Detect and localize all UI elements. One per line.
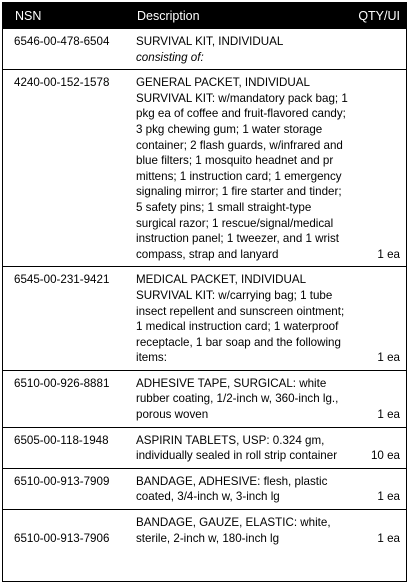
parts-table [2,2,407,582]
table-row [3,29,406,70]
row-nsn: 6510-00-913-7909 [3,468,134,509]
row-qty: 10 ea [348,427,406,468]
header-nsn: NSN [15,9,42,23]
row-description: ASPIRIN TABLETS, USP: 0.324 gm, individually sealed in roll strip container [134,427,348,468]
table-header [3,3,406,29]
row-description: GENERAL PACKET, INDIVIDUAL SURVIVAL KIT: w/mandatory pack bag; 1 pkg ea of coffee and fruit-flavored candy; 3 pkg chewing gum; 1 water storage container; 2 flash guards, w/infrared and blue filters; 1 mosquito headnet and pr mittens; 1 instruction card; 1 emergency signaling mirror; 1 fire starter and tinder; 5 safety pins; 1 small straight-type surgical razor; 1 rescue/signal/medical instruction panel; 1 tweezer, and 1 wrist compass, strap and lanyard [134,70,348,267]
row-description: MEDICAL PACKET, INDIVIDUAL SURVIVAL KIT: w/carrying bag; 1 tube insect repellent and sunscreen ointment; 1 medical instruction card; 1 waterproof receptacle, 1 bar soap and the following items: [134,267,348,371]
header-qty: QTY/UI [358,9,400,23]
row-qty: 1 ea [348,70,406,267]
table-row [3,267,406,371]
row-qty: 1 ea [348,267,406,371]
row-nsn: 6505-00-118-1948 [3,427,134,468]
row-description [134,29,348,70]
header-description: Description [137,9,200,23]
table-row [3,370,406,427]
row-qty: 1 ea [348,370,406,427]
row-description: BANDAGE, ADHESIVE: flesh, plastic coated, 3/4-inch w, 3-inch lg [134,468,348,509]
row-qty: 1 ea [348,468,406,509]
table-row [3,427,406,468]
table-row [3,510,406,551]
row-nsn: 6546-00-478-6504 [14,35,110,48]
row-nsn: 6510-00-913-7906 [3,510,134,551]
table-row [3,70,406,267]
row-note: consisting of: [136,50,204,64]
row-qty [348,29,406,70]
row-description: BANDAGE, GAUZE, ELASTIC: white, sterile, 2-inch w, 180-inch lg [134,510,348,551]
row-description-text: SURVIVAL KIT, INDIVIDUAL [136,35,284,48]
row-description: ADHESIVE TAPE, SURGICAL: white rubber coating, 1/2-inch w, 360-inch lg., porous woven [134,370,348,427]
row-nsn: 6510-00-926-8881 [3,370,134,427]
row-nsn: 6545-00-231-9421 [3,267,134,371]
table-row [3,468,406,509]
table-body [3,29,406,550]
row-qty: 1 ea [348,510,406,551]
row-nsn: 4240-00-152-1578 [3,70,134,267]
